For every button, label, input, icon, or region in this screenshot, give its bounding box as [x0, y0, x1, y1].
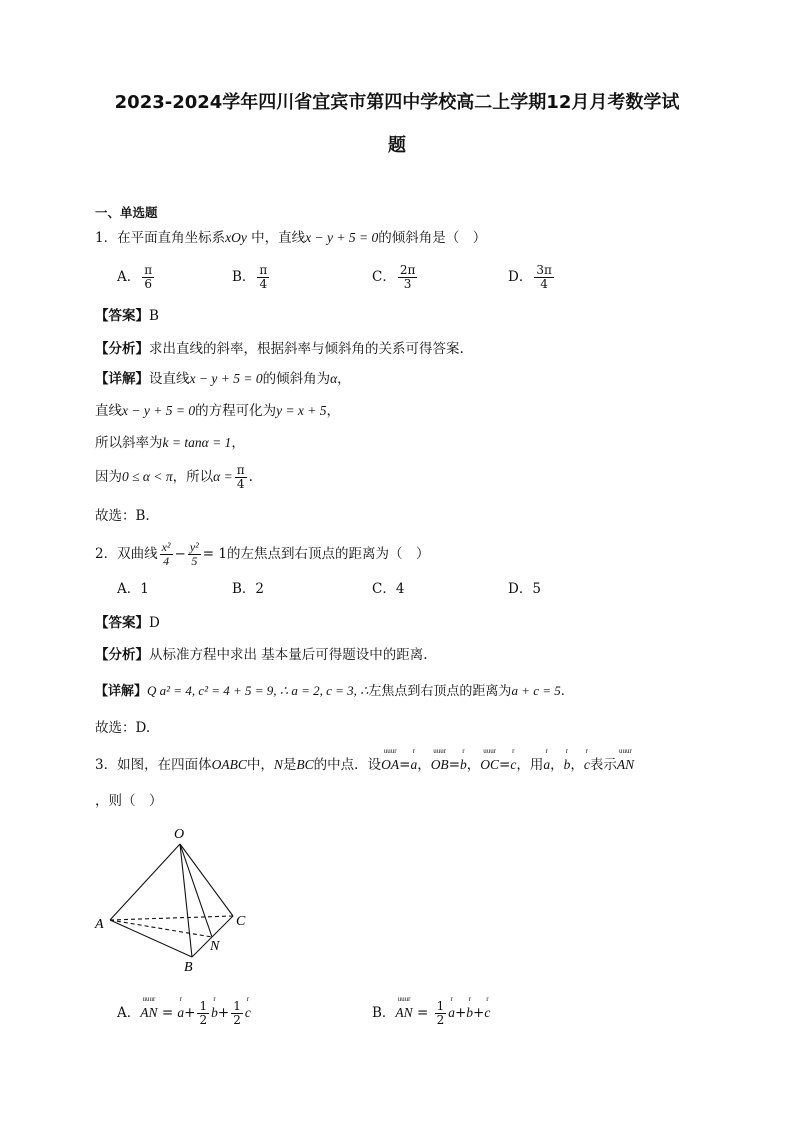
q1-choose: 故选：B.: [95, 508, 150, 524]
doc-title-line2: 题: [388, 135, 406, 156]
q1-detail-3: 所以斜率为k = tanα = 1，: [95, 435, 245, 451]
q2-option-c: C．4: [372, 581, 405, 597]
q3-stem-line2: ，则（ ）: [95, 793, 163, 809]
q1-option-b: B． $\frac{\pi}{4}$: [232, 263, 268, 291]
doc-title-line1: 2023-2024学年四川省宜宾市第四中学校高二上学期12月月考数学试: [114, 92, 680, 113]
q1-answer: 【答案】B: [95, 308, 159, 324]
q2-analysis: 【分析】从标准方程中求出 基本量后可得题设中的距离.: [95, 647, 428, 663]
section-heading: 一、单选题: [95, 205, 158, 220]
q2-answer: 【答案】D: [95, 615, 160, 631]
q1-detail-2: 直线x − y + 5 = 0的方程可化为y = x + 5，: [95, 403, 341, 419]
tetrahedron-figure: [90, 822, 270, 972]
label-N: N: [210, 939, 220, 954]
q2-option-d: D．5: [508, 581, 541, 597]
q1-option-c: C． $\frac{2\pi}{3}$: [372, 263, 416, 291]
q1-option-a: A． $\frac{\pi}{6}$: [117, 263, 153, 291]
q1-detail-1: 【详解】设直线x − y + 5 = 0的倾斜角为α，: [95, 371, 351, 387]
label-A: A: [95, 917, 104, 932]
label-B: B: [184, 960, 193, 972]
q3-option-a: A． uuur AN = r a+ $\frac{1}{2}$ r b+ $\frac{1}{2}$ r c: [117, 995, 251, 1027]
q3-stem: 3．如图，在四面体OABC中，N是BC的中点．设 uuur OA= r a， uuur OB= r b， uuur OC= r c，用 r a， r b， r c表示 uuur AN: [95, 747, 635, 773]
q1-detail-4: 因为0 ≤ α < π，所以α = $\frac{\pi}{4}$ .: [95, 463, 253, 491]
edge-OC: [180, 844, 233, 916]
edge-OA: [110, 844, 180, 920]
edge-AC: [110, 916, 233, 920]
label-O: O: [174, 827, 185, 842]
edge-AN: [110, 920, 212, 937]
q1-stem: 1．在平面直角坐标系xOy 中，直线x − y + 5 = 0的倾斜角是（ ）: [95, 230, 487, 246]
q1-option-d: D． $\frac{3\pi}{4}$: [508, 263, 552, 291]
label-C: C: [236, 914, 246, 929]
q1-analysis: 【分析】求出直线的斜率，根据斜率与倾斜角的关系可得答案.: [95, 341, 464, 357]
q2-detail: 【详解】Q a² = 4, c² = 4 + 5 = 9, ∴ a = 2, c = 3, ∴左焦点到右顶点的距离为a + c = 5.: [95, 683, 565, 699]
q3-option-b: B． uuur AN = $\frac{1}{2}$ r a+ r b+ r c: [372, 995, 491, 1027]
q2-choose: 故选：D.: [95, 720, 151, 736]
q2-stem: 2．双曲线 $\frac{\text{x²}}{4}$ − $\frac{\text{y²}}{5}$ = 1的左焦点到右顶点的距离为（ ）: [95, 540, 430, 568]
q2-option-b: B．2: [232, 581, 265, 597]
edge-AB: [110, 920, 192, 957]
q2-option-a: A．1: [117, 581, 149, 597]
